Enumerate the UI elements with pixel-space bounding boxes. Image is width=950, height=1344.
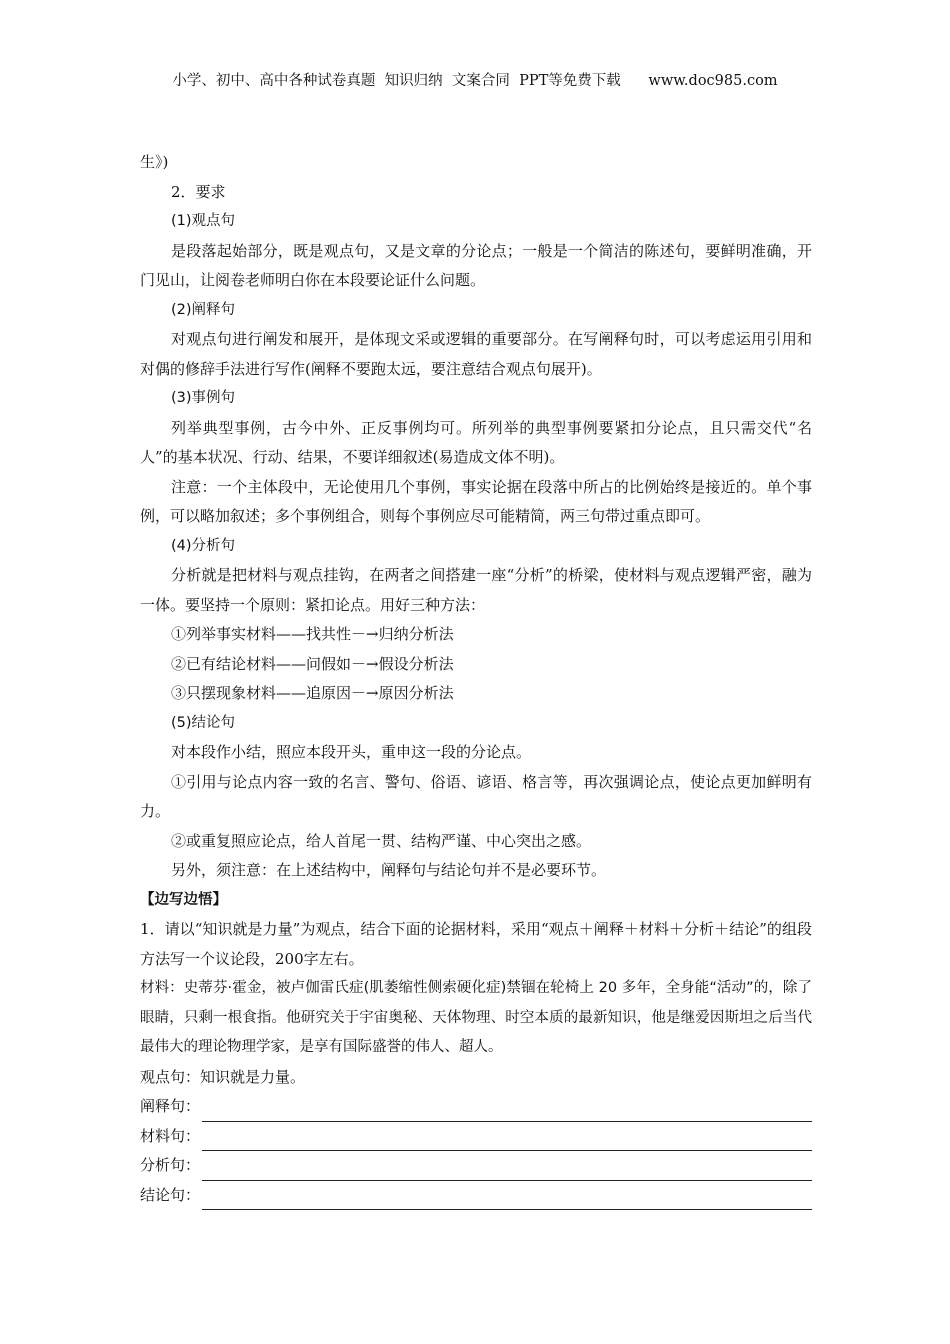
page-header: 小学、初中、高中各种试卷真题 知识归纳 文案合同 PPT等免费下载 www.doc985.com — [172, 73, 778, 89]
paragraph: 对本段作小结，照应本段开头，重申这一段的分论点。 — [171, 743, 532, 761]
blank-label: 分析句： — [140, 1156, 201, 1174]
answer-line[interactable] — [202, 1101, 812, 1122]
subheading-viewpoint: (1)观点句 — [171, 213, 236, 229]
subheading-analysis: (4)分析句 — [171, 537, 236, 554]
answer-line[interactable] — [202, 1189, 812, 1210]
subheading-example: (3)事例句 — [171, 390, 236, 406]
material-text: 材料：史蒂芬·霍金，被卢伽雷氏症(肌萎缩性侧索硬化症)禁锢在轮椅上 20 多年，全身能“活动”的，除了眼睛，只剩一根食指。他研究关于宇宙奥秘、天体物理、时空本质的最新知识，他是继爱因斯坦之后当代最伟大的理论物理学家，是享有国际盛誉的伟人、超人。 — [140, 980, 812, 1055]
text-line: 生》) — [140, 153, 169, 171]
blank-label: 材料句： — [140, 1126, 201, 1145]
paragraph: 列举典型事例，古今中外、正反事例均可。所列举的典型事例要紧扣分论点，且只需交代“名人”的基本状况、行动、结果，不要详细叙述(易造成文体不明)。 — [140, 418, 812, 466]
subheading-explain: (2)阐释句 — [171, 301, 236, 318]
paragraph: ②或重复照应论点，给人首尾一贯、结构严谨、中心突出之感。 — [171, 831, 592, 850]
blank-label: 结论句： — [140, 1185, 201, 1204]
answer-line[interactable] — [202, 1160, 812, 1181]
paragraph: 另外，须注意：在上述结构中，阐释句与结论句并不是必要环节。 — [171, 861, 607, 879]
blank-label: 阐释句： — [140, 1097, 201, 1115]
answer-blank-explain[interactable] — [140, 1092, 812, 1122]
question-text: 1．请以“知识就是力量”为观点，结合下面的论据材料，采用“观点＋阐释＋材料＋分析＋结论”的组段方法写一个议论段，200字左右。 — [140, 920, 812, 968]
section-heading: 2．要求 — [171, 182, 226, 201]
answer-line[interactable] — [202, 1130, 812, 1151]
paragraph: ①引用与论点内容一致的名言、警句、俗语、谚语、格言等，再次强调论点，使论点更加鲜明有力。 — [140, 772, 812, 820]
method-item: ②已有结论材料——问假如－→假设分析法 — [171, 654, 454, 673]
answer-blank-conclusion[interactable] — [140, 1181, 812, 1211]
exercise-section-title: 【边写边悟】 — [140, 891, 227, 908]
viewpoint-sentence: 观点句：知识就是力量。 — [140, 1067, 306, 1086]
method-item: ①列举事实材料——找共性－→归纳分析法 — [171, 625, 454, 643]
paragraph: 注意：一个主体段中，无论使用几个事例，事实论据在段落中所占的比例始终是接近的。单个事例，可以略加叙述；多个事例组合，则每个事例应尽可能精简，两三句带过重点即可。 — [140, 477, 812, 525]
paragraph: 是段落起始部分，既是观点句，又是文章的分论点；一般是一个简洁的陈述句，要鲜明准确，开门见山，让阅卷老师明白你在本段要论证什么问题。 — [140, 241, 812, 289]
paragraph: 分析就是把材料与观点挂钩，在两者之间搭建一座“分析”的桥梁，使材料与观点逻辑严密，融为一体。要坚持一个原则：紧扣论点。用好三种方法： — [140, 566, 812, 614]
answer-blank-analysis[interactable] — [140, 1151, 812, 1181]
subheading-conclusion: (5)结论句 — [171, 714, 236, 731]
document-body — [140, 148, 812, 1210]
paragraph: 对观点句进行阐发和展开，是体现文采或逻辑的重要部分。在写阐释句时，可以考虑运用引用和对偶的修辞手法进行写作(阐释不要跑太远，要注意结合观点句展开)。 — [140, 330, 812, 378]
answer-blank-material[interactable] — [140, 1122, 812, 1152]
method-item: ③只摆现象材料——追原因－→原因分析法 — [171, 684, 454, 702]
